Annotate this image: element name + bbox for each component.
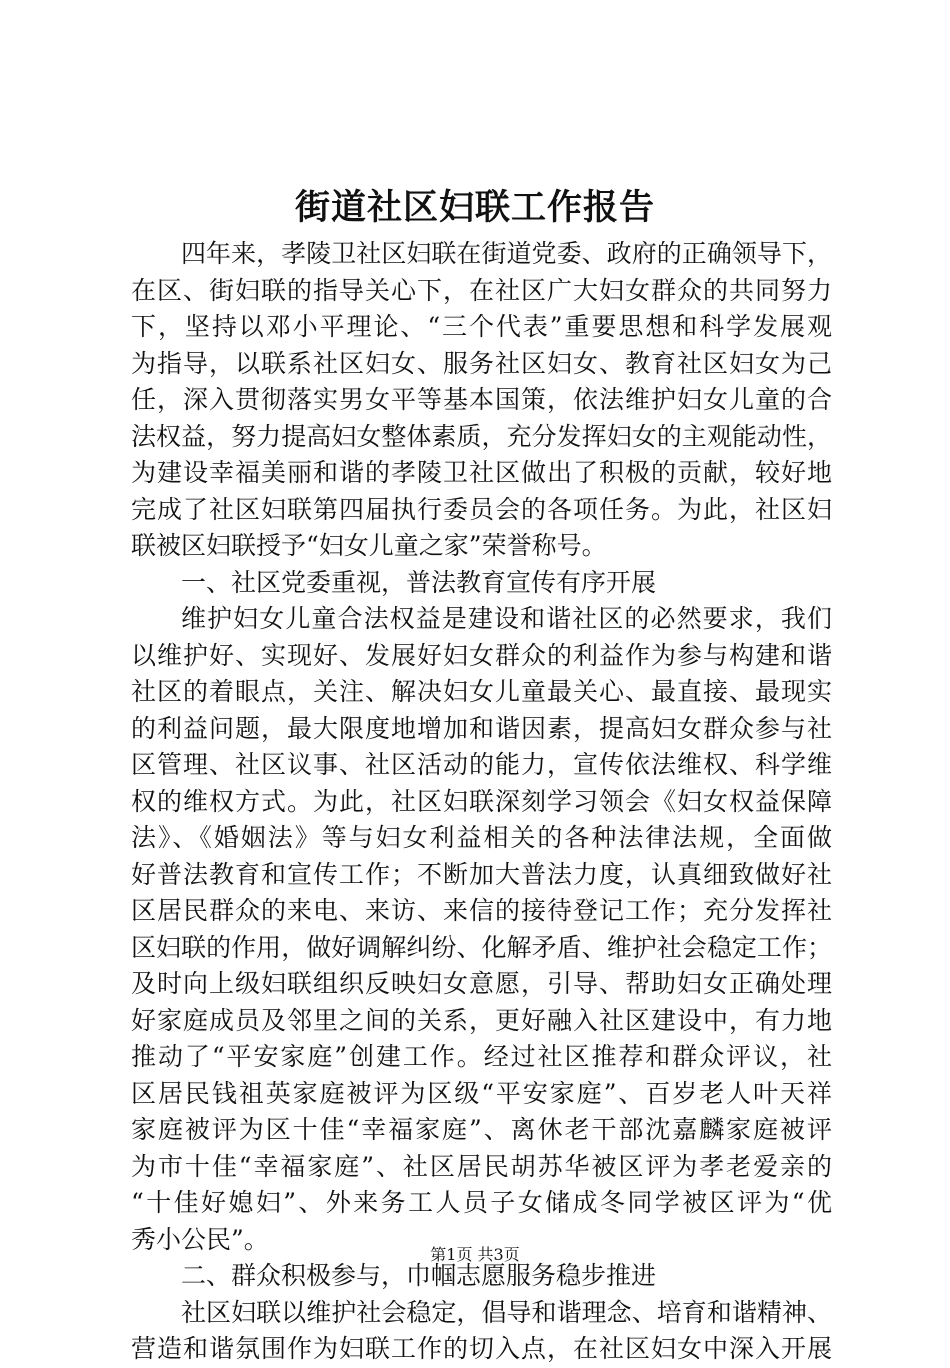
section-heading-1: 一、社区党委重视，普法教育宣传有序开展 <box>181 567 657 597</box>
text-line: 区妇联的作用，做好调解纠纷、化解矛盾、维护社会稳定工作； <box>131 932 832 962</box>
text-line: 推动了“平安家庭”创建工作。经过社区推荐和群众评议，社 <box>131 1042 832 1071</box>
text-line: 秀小公民”。 <box>131 1224 269 1254</box>
text-line: 区居民群众的来电、来访、来信的接待登记工作；充分发挥社 <box>131 896 832 925</box>
text-line: 区管理、社区议事、社区活动的能力，宣传依法维权、科学维 <box>131 750 832 779</box>
text-line: 好家庭成员及邻里之间的关系，更好融入社区建设中，有力地 <box>131 1005 832 1035</box>
text-line: 为建设幸福美丽和谐的孝陵卫社区做出了积极的贡献，较好地 <box>131 458 832 487</box>
text-line: 家庭被评为区十佳“幸福家庭”、离休老干部沈嘉麟家庭被评 <box>131 1115 832 1144</box>
text-line: 为指导，以联系社区妇女、服务社区妇女、教育社区妇女为己 <box>131 348 832 378</box>
text-line: 联被区妇联授予“妇女儿童之家”荣誉称号。 <box>131 531 607 560</box>
text-line: 四年来，孝陵卫社区妇联在街道党委、政府的正确领导下， <box>181 239 832 268</box>
text-line: 法权益，努力提高妇女整体素质，充分发挥妇女的主观能动性， <box>131 421 832 451</box>
text-line: 社区的着眼点，关注、解决妇女儿童最关心、最直接、最现实 <box>131 677 832 706</box>
section-heading-2: 二、群众积极参与，巾帼志愿服务稳步推进 <box>181 1261 657 1290</box>
text-line: 区居民钱祖英家庭被评为区级“平安家庭”、百岁老人叶天祥 <box>131 1078 832 1108</box>
text-line: 好普法教育和宣传工作；不断加大普法力度，认真细致做好社 <box>131 859 832 889</box>
text-line: 维护妇女儿童合法权益是建设和谐社区的必然要求，我们 <box>181 604 832 633</box>
text-line: 社区妇联以维护社会稳定，倡导和谐理念、培育和谐精神、 <box>181 1297 832 1327</box>
text-line: 在区、街妇联的指导关心下，在社区广大妇女群众的共同努力 <box>131 275 832 305</box>
document-body <box>131 236 832 1368</box>
text-line: 权的维权方式。为此，社区妇联深刻学习领会《妇女权益保障 <box>131 786 832 816</box>
document-title: 街道社区妇联工作报告 <box>294 187 655 228</box>
text-line: 法》、《婚姻法》等与妇女利益相关的各种法律法规，全面做 <box>131 823 832 852</box>
page-footer: 第1页 共3页 <box>430 1245 520 1264</box>
text-line: 以维护好、实现好、发展好妇女群众的利益作为参与构建和谐 <box>131 640 832 670</box>
text-line: 的利益问题，最大限度地增加和谐因素，提高妇女群众参与社 <box>131 713 832 743</box>
text-line: 下，坚持以邓小平理论、“三个代表”重要思想和科学发展观 <box>131 312 832 341</box>
text-line: 营造和谐氛围作为妇联工作的切入点，在社区妇女中深入开展 <box>131 1334 832 1363</box>
text-line: “十佳好媳妇”、外来务工人员子女储成冬同学被区评为“优 <box>131 1188 832 1217</box>
text-line: 任，深入贯彻落实男女平等基本国策，依法维护妇女儿童的合 <box>131 385 832 414</box>
text-line: 完成了社区妇联第四届执行委员会的各项任务。为此，社区妇 <box>131 494 832 524</box>
text-line: 为市十佳“幸福家庭”、社区居民胡苏华被区评为孝老爱亲的 <box>131 1151 832 1181</box>
text-line: 及时向上级妇联组织反映妇女意愿，引导、帮助妇女正确处理 <box>131 969 832 998</box>
